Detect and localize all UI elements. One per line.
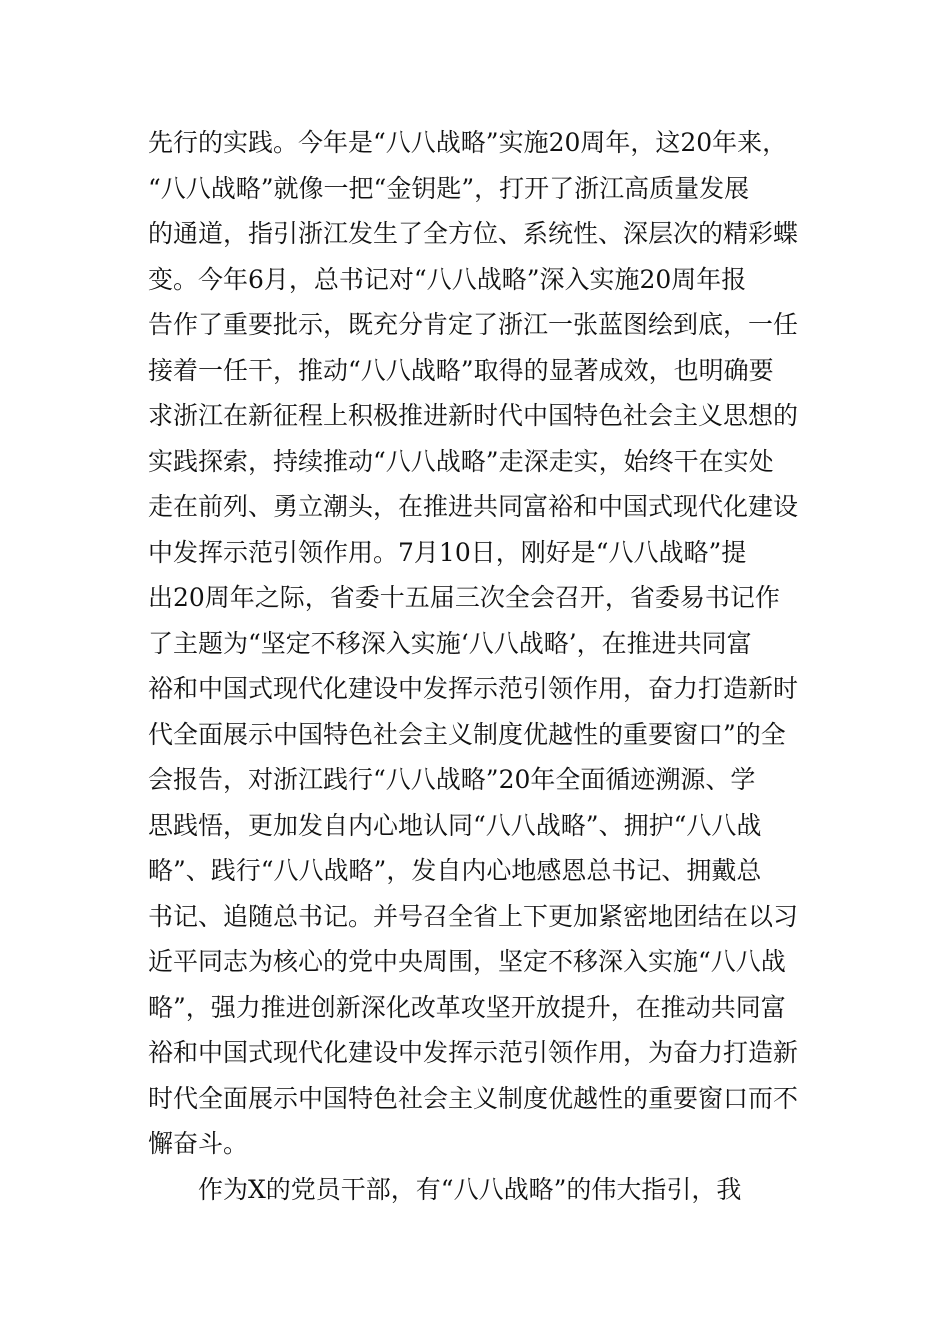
text-line: 代全面展示中国特色社会主义制度优越性的重要窗口”的全 <box>148 719 786 749</box>
text-line: 先行的实践。今年是“八八战略”实施20周年，这20年来， <box>148 128 788 157</box>
text-line: 近平同志为核心的党中央周围，坚定不移深入实施“八八战 <box>148 947 786 976</box>
text-line: 懈奋斗。 <box>148 1129 249 1158</box>
body-text <box>148 120 818 1212</box>
text-line: 作为X的党员干部，有“八八战略”的伟大指引，我 <box>198 1174 742 1204</box>
text-line: 时代全面展示中国特色社会主义制度优越性的重要窗口而不 <box>148 1083 799 1113</box>
text-line: 实践探索，持续推动“八八战略”走深走实，始终干在实处 <box>148 446 774 476</box>
text-line: 略”，强力推进创新深化改革攻坚开放提升，在推动共同富 <box>148 992 786 1022</box>
paragraph-1 <box>148 120 818 1167</box>
text-line: 变。今年6月，总书记对“八八战略”深入实施20周年报 <box>148 264 747 294</box>
text-line: 告作了重要批示，既充分肯定了浙江一张蓝图绘到底，一任 <box>148 310 799 339</box>
paragraph-2 <box>148 1167 818 1213</box>
text-line: 走在前列、勇立潮头，在推进共同富裕和中国式现代化建设 <box>148 492 799 521</box>
text-line: 中发挥示范引领作用。7月10日，刚好是“八八战略”提 <box>148 537 747 567</box>
text-line: 出20周年之际，省委十五届三次全会召开，省委易书记作 <box>148 583 780 612</box>
text-line: 会报告，对浙江践行“八八战略”20年全面循迹溯源、学 <box>148 765 756 794</box>
text-line: 求浙江在新征程上积极推进新时代中国特色社会主义思想的 <box>148 401 799 430</box>
text-line: “八八战略”就像一把“金钥匙”，打开了浙江高质量发展 <box>148 173 750 203</box>
text-line: 了主题为“坚定不移深入实施‘八八战略’，在推进共同富 <box>148 628 752 658</box>
text-line: 裕和中国式现代化建设中发挥示范引领作用，奋力打造新时 <box>148 674 799 703</box>
text-line: 书记、追随总书记。并号召全省上下更加紧密地团结在以习 <box>148 901 799 931</box>
text-line: 接着一任干，推动“八八战略”取得的显著成效，也明确要 <box>148 355 774 385</box>
text-line: 的通道，指引浙江发生了全方位、系统性、深层次的精彩蝶 <box>148 219 799 248</box>
text-line: 略”、践行“八八战略”，发自内心地感恩总书记、拥戴总 <box>148 856 762 885</box>
text-line: 思践悟，更加发自内心地认同“八八战略”、拥护“八八战 <box>148 810 762 840</box>
text-line: 裕和中国式现代化建设中发挥示范引领作用，为奋力打造新 <box>148 1038 799 1067</box>
